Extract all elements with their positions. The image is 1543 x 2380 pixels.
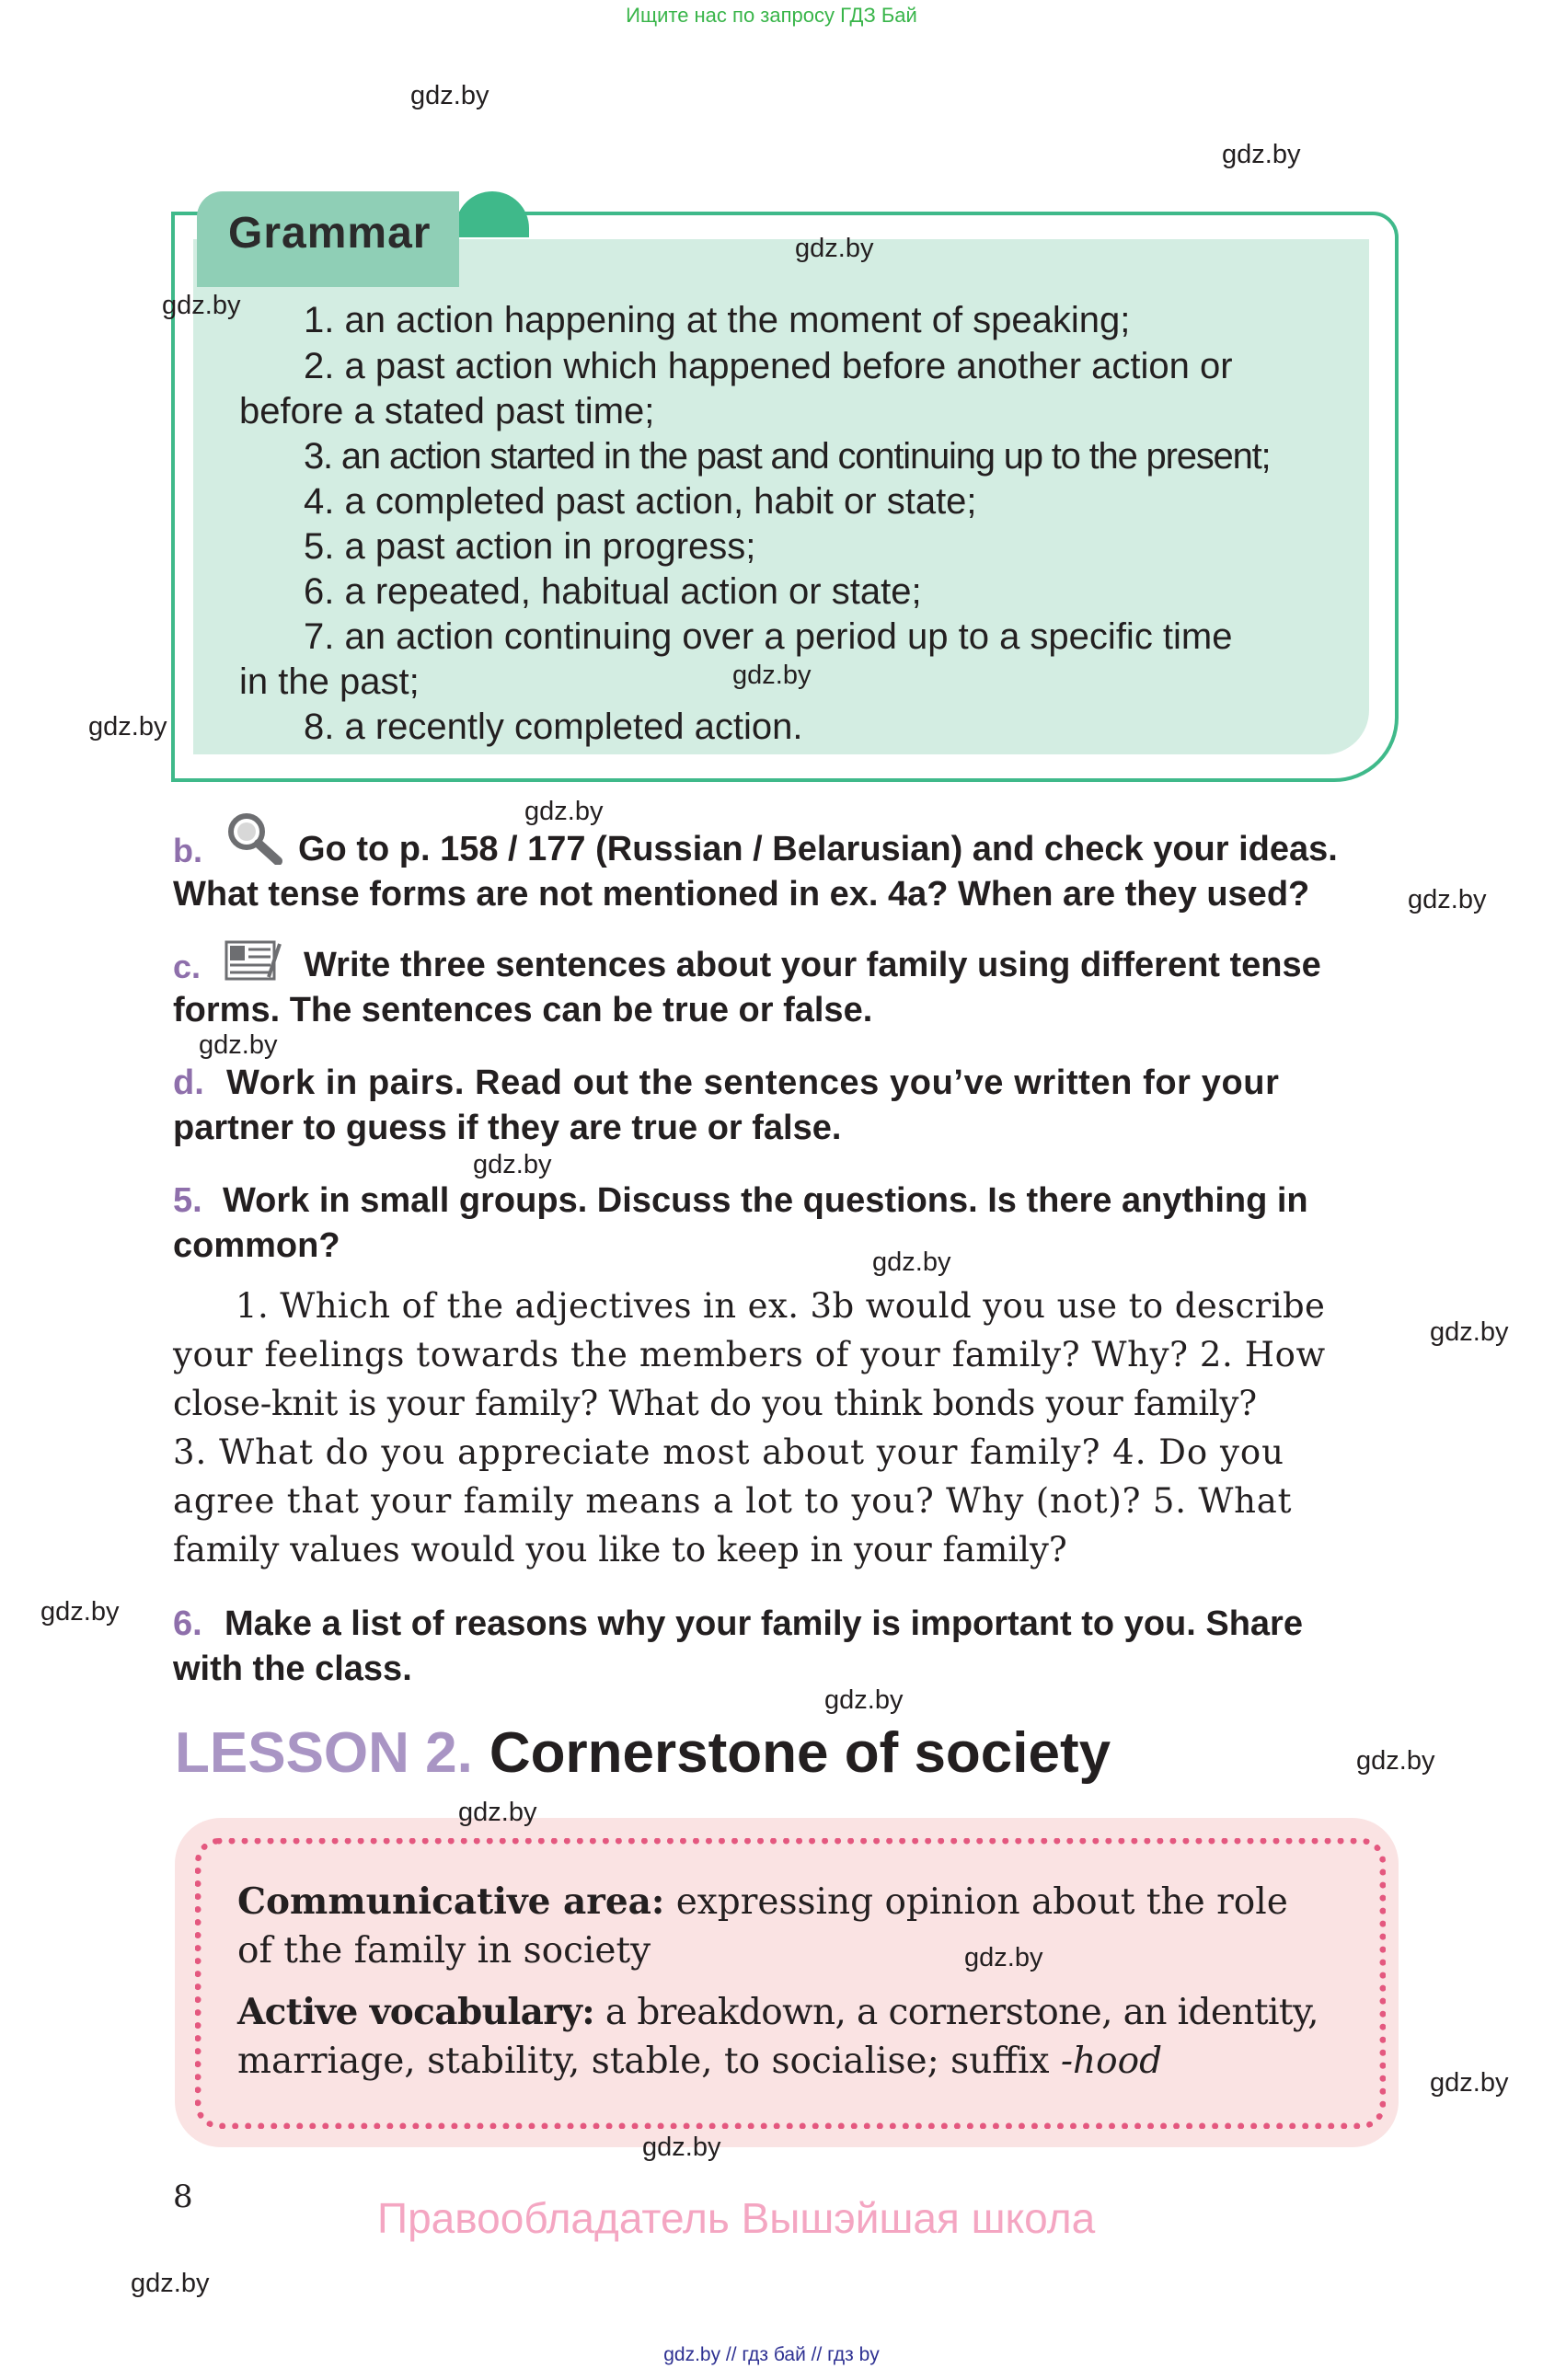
- magnifier-icon: [225, 810, 283, 865]
- watermark: gdz.by: [88, 712, 167, 742]
- task-b-text: Go to p. 158 / 177 (Russian / Belarusian) and check your ideas.: [298, 830, 1338, 868]
- watermark: gdz.by: [824, 1685, 904, 1715]
- task-c-label: c.: [173, 948, 202, 985]
- question-line: agree that your family means a lot to you? Why (not)? 5. What: [173, 1481, 1293, 1521]
- watermark: gdz.by: [1222, 140, 1301, 169]
- grammar-tab-decoration: [455, 191, 529, 237]
- question-line: close-knit is your family? What do you think bonds your family?: [173, 1384, 1257, 1423]
- watermark: gdz.by: [732, 661, 812, 690]
- watermark: gdz.by: [642, 2133, 721, 2162]
- watermark: gdz.by: [131, 2269, 210, 2298]
- watermark: gdz.by: [872, 1247, 951, 1277]
- grammar-line: 3. an action started in the past and continuing up to the present;: [304, 436, 1271, 477]
- task-6-text: Make a list of reasons why your family is important to you. Share: [225, 1604, 1303, 1643]
- search-hint[interactable]: Ищите нас по запросу ГДЗ Бай: [626, 4, 917, 27]
- question-line: your feelings towards the members of your family? Why? 2. How: [173, 1335, 1326, 1374]
- watermark: gdz.by: [795, 234, 874, 263]
- task-6-label: 6.: [173, 1604, 202, 1643]
- task-d-text: partner to guess if they are true or false.: [173, 1109, 842, 1147]
- watermark: gdz.by: [473, 1150, 552, 1179]
- writing-icon: [225, 940, 285, 981]
- watermark: gdz.by: [410, 81, 489, 110]
- task-c-text: forms. The sentences can be true or false.: [173, 991, 873, 1029]
- question-line: family values would you like to keep in your family?: [173, 1530, 1067, 1569]
- watermark: gdz.by: [1430, 2068, 1509, 2098]
- watermark: gdz.by: [199, 1030, 278, 1060]
- watermark: gdz.by: [162, 291, 241, 320]
- watermark: gdz.by: [1430, 1317, 1509, 1347]
- grammar-line: 2. a past action which happened before another action or: [304, 346, 1233, 386]
- lesson-heading: [175, 1720, 1111, 1786]
- question-line: 1. Which of the adjectives in ex. 3b would you use to describe: [236, 1286, 1326, 1326]
- task-d-label: d.: [173, 1064, 204, 1102]
- lesson-title: Cornerstone of society: [489, 1721, 1111, 1785]
- active-vocabulary: Active vocabulary: a breakdown, a cornerstone, an identity,: [237, 1991, 1318, 2033]
- grammar-line: in the past;: [239, 661, 420, 702]
- task-b-text: What tense forms are not mentioned in ex. 4a? When are they used?: [173, 875, 1310, 914]
- watermark: gdz.by: [964, 1943, 1043, 1972]
- grammar-line: 7. an action continuing over a period up to a specific time: [304, 616, 1233, 657]
- task-d-text: Work in pairs. Read out the sentences you’ve written for your: [226, 1064, 1280, 1102]
- task-5-text: Work in small groups. Discuss the questions. Is there anything in: [223, 1181, 1308, 1220]
- grammar-line: 8. a recently completed action.: [304, 707, 803, 747]
- copyright-holder: Правообладатель Вышэйшая школа: [377, 2194, 1096, 2242]
- grammar-line: 6. a repeated, habitual action or state;: [304, 571, 922, 612]
- watermark: gdz.by: [458, 1798, 537, 1827]
- question-line: 3. What do you appreciate most about your family? 4. Do you: [173, 1432, 1284, 1472]
- task-b-label: b.: [173, 832, 202, 869]
- communicative-area-cont: of the family in society: [237, 1930, 651, 1972]
- communicative-area: Communicative area: expressing opinion about the role: [237, 1880, 1288, 1923]
- task-6-text: with the class.: [173, 1650, 412, 1688]
- watermark: gdz.by: [1356, 1746, 1435, 1776]
- task-5-text: common?: [173, 1226, 340, 1265]
- grammar-line: 1. an action happening at the moment of speaking;: [304, 300, 1131, 340]
- active-vocabulary-cont: marriage, stability, stable, to socialise; suffix -hood: [237, 2041, 1163, 2082]
- page-number: 8: [173, 2179, 193, 2215]
- watermark: gdz.by: [40, 1597, 120, 1627]
- grammar-line: 4. a completed past action, habit or state;: [304, 481, 977, 522]
- watermark: gdz.by: [1408, 885, 1487, 914]
- grammar-title: Grammar: [228, 209, 432, 258]
- grammar-line: 5. a past action in progress;: [304, 526, 756, 567]
- watermark: gdz.by: [524, 797, 604, 826]
- task-c-text: Write three sentences about your family using different tense: [304, 946, 1321, 984]
- grammar-line: before a stated past time;: [239, 391, 655, 431]
- lesson-number: LESSON 2.: [175, 1721, 473, 1785]
- footer-links[interactable]: gdz.by // гдз бай // гдз by: [663, 2344, 880, 2365]
- task-5-label: 5.: [173, 1181, 202, 1220]
